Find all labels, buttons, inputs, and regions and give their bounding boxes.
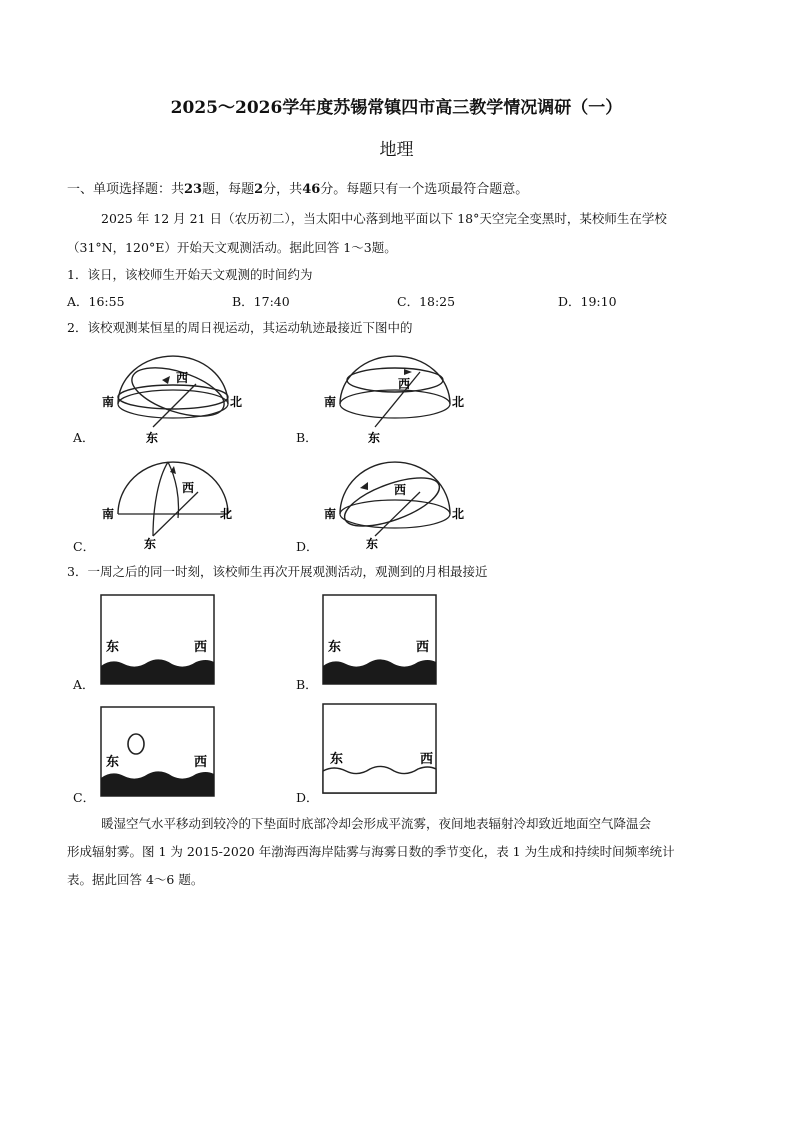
- q2-stem: 2．该校观测某恒星的周日视运动，其运动轨迹最接近下图中的: [67, 320, 413, 335]
- q2-figure-a: [98, 352, 248, 444]
- svg-text:东: 东: [328, 640, 342, 655]
- intro-paragraph-2-line-3: 表。据此回答 4～6 题。: [67, 872, 204, 887]
- page-title: 2025～2026学年度苏锡常镇四市高三教学情况调研（一）: [170, 98, 623, 118]
- svg-text:西: 西: [398, 377, 411, 391]
- svg-text:西: 西: [194, 755, 208, 770]
- q2-option-a-label[interactable]: A．: [73, 430, 95, 445]
- svg-text:南: 南: [324, 507, 337, 521]
- q2-option-b-label[interactable]: B．: [296, 430, 318, 445]
- svg-text:北: 北: [452, 395, 465, 409]
- svg-text:西: 西: [176, 371, 189, 385]
- intro-paragraph-1-line-2: （31°N，120°E）开始天文观测活动。据此回答 1～3题。: [67, 240, 397, 255]
- q2-figure-d: [320, 458, 470, 550]
- q3-option-a-label[interactable]: A．: [73, 677, 95, 692]
- svg-text:西: 西: [394, 483, 407, 497]
- q3-stem: 3．一周之后的同一时刻，该校师生再次开展观测活动，观测到的月相最接近: [67, 564, 488, 579]
- svg-text:北: 北: [230, 395, 243, 409]
- section-heading: 一、单项选择题：共23题，每题2分，共46分。每题只有一个选项最符合题意。: [67, 182, 529, 197]
- q3-option-b-label[interactable]: B．: [296, 677, 318, 692]
- svg-text:西: 西: [182, 481, 195, 495]
- q3-option-c-label[interactable]: C．: [73, 790, 96, 805]
- svg-text:南: 南: [102, 395, 115, 409]
- svg-text:西: 西: [420, 752, 434, 767]
- q1-stem: 1．该日，该校师生开始天文观测的时间约为: [67, 267, 313, 282]
- svg-text:北: 北: [220, 507, 233, 521]
- svg-text:南: 南: [102, 507, 115, 521]
- svg-text:东: 东: [146, 431, 159, 444]
- q2-figure-c: [98, 458, 248, 550]
- q3-figure-c: [100, 706, 216, 798]
- q1-option-d[interactable]: D．19:10: [558, 294, 617, 309]
- q3-figure-a: [100, 594, 216, 686]
- intro-paragraph-2-line-1: 暖湿空气水平移动到较冷的下垫面时底部冷却会形成平流雾，夜间地表辐射冷却致近地面空气降温会: [101, 816, 652, 831]
- q2-option-d-label[interactable]: D．: [296, 539, 319, 554]
- q3-figure-b: [322, 594, 438, 686]
- intro-paragraph-2-line-2: 形成辐射雾。图 1 为 2015-2020 年渤海西海岸陆雾与海雾日数的季节变化，表 1 为生成和持续时间频率统计: [67, 844, 675, 859]
- svg-text:东: 东: [368, 431, 381, 444]
- svg-text:东: 东: [330, 752, 344, 767]
- q1-option-a[interactable]: A．16:55: [67, 294, 125, 309]
- svg-text:东: 东: [106, 640, 120, 655]
- q2-option-c-label[interactable]: C．: [73, 539, 96, 554]
- q1-option-b[interactable]: B．17:40: [232, 294, 290, 309]
- svg-text:东: 东: [366, 537, 379, 550]
- svg-text:西: 西: [416, 640, 430, 655]
- q3-figure-d: [322, 703, 438, 795]
- q1-option-c[interactable]: C．18:25: [397, 294, 456, 309]
- q2-figure-b: [320, 352, 470, 444]
- subject-title: 地理: [379, 140, 414, 160]
- intro-paragraph-1-line-1: 2025 年 12 月 21 日（农历初二），当太阳中心落到地平面以下 18°天空完全变黑时，某校师生在学校: [101, 211, 667, 226]
- svg-text:西: 西: [194, 640, 208, 655]
- svg-text:北: 北: [452, 507, 465, 521]
- svg-text:南: 南: [324, 395, 337, 409]
- svg-text:东: 东: [106, 755, 120, 770]
- svg-text:东: 东: [144, 537, 157, 550]
- q3-option-d-label[interactable]: D．: [296, 790, 319, 805]
